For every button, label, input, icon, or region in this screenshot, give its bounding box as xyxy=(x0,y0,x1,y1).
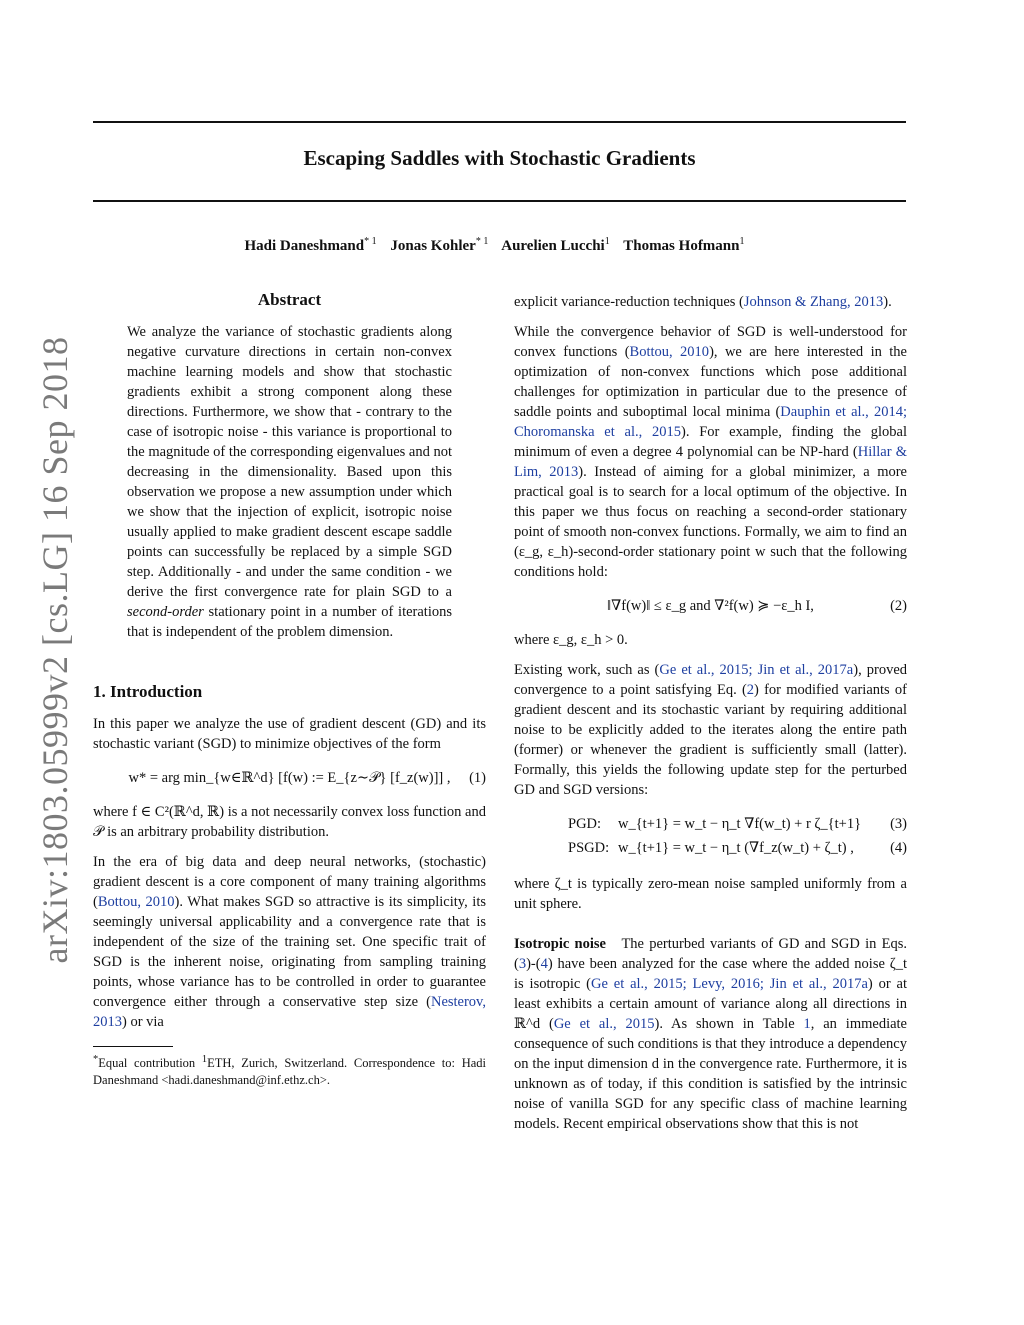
footnote xyxy=(93,1051,486,1089)
equation-reference[interactable]: 4 xyxy=(540,956,548,972)
table-reference[interactable]: 1 xyxy=(803,1016,811,1032)
body-paragraph: where ε_g, ε_h > 0. xyxy=(514,632,628,648)
author-name: Jonas Kohler xyxy=(390,238,476,254)
footnote-mark: * xyxy=(93,1054,99,1065)
paragraph-heading: Isotropic noise xyxy=(514,936,606,952)
author-name: Thomas Hofmann xyxy=(623,238,740,254)
citation-link[interactable]: Ge et al., 2015; Jin et al., 2017a xyxy=(659,662,854,678)
body-paragraph: where ζ_t is typically zero-mean noise sampled uniformly from a unit sphere. xyxy=(514,876,907,912)
author-affiliation: 1 xyxy=(604,236,610,247)
equation-number: (1) xyxy=(469,770,486,786)
citation-link[interactable]: Ge et al., 2015; Levy, 2016; Jin et al., 2017a xyxy=(590,976,868,992)
author-name: Hadi Daneshmand xyxy=(244,238,365,254)
text-part: ). For example, finding the global minimum of even a degree 4 polynomial can be NP-hard ( xyxy=(514,424,907,460)
abstract-text-part: stationary point in a number of iterations that is independent of the problem dimension. xyxy=(127,604,453,640)
text-part: Existing work, such as ( xyxy=(514,662,660,678)
title-rule-bottom xyxy=(93,200,906,202)
abstract-text xyxy=(93,322,486,642)
abstract-heading: Abstract xyxy=(257,290,322,309)
left-column xyxy=(93,290,486,1089)
text-part: ) or via xyxy=(122,1014,164,1030)
equation-reference[interactable]: 3 xyxy=(518,956,527,972)
citation-link[interactable]: Bottou, 2010 xyxy=(629,344,710,360)
equation-body: w_{t+1} = w_t − η_t ∇f(w_t) + r ζ_{t+1} xyxy=(618,816,862,832)
citation-link[interactable]: Hillar & Lim, 2013 xyxy=(514,444,907,480)
author-affiliation: * 1 xyxy=(475,236,489,247)
text-part: ) for modified variants of gradient descent and its stochastic variant by requiring additional noise to be explicitly added to the iterates along the entire path (former) or whenever the gradient is sufficiently small (latter). Formally, this yields the following update step for the perturbed GD and SGD versions: xyxy=(514,682,907,798)
text-part: ). What makes SGD so attractive is its simplicity, its seemingly universal applicability and a convergence rate that is independent of the size of the training set. One specific trait of SGD is the inherent noise, originating from sampling training points, whose variance has to be controlled in order to guarantee convergence either through a conservative step size ( xyxy=(93,894,486,1010)
paper-title: Escaping Saddles with Stochastic Gradients xyxy=(303,146,696,170)
equation-number: (4) xyxy=(890,840,907,856)
abstract-emphasis: second-order xyxy=(127,604,204,620)
right-column xyxy=(514,292,907,1134)
intro-paragraph: In this paper we analyze the use of gradient descent (GD) and its stochastic variant (SGD) to minimize objectives of the form xyxy=(93,716,486,752)
text-part: ). Instead of aiming for a global minimizer, a more practical goal is to search for a local optimum of the objective. In this paper we thus focus on reaching a second-order stationary point of smooth non-convex functions. Formally, we aim to find an (ε_g, ε_h)-second-order stationary point w such that the following conditions hold: xyxy=(514,464,907,580)
text-part: ) or at least exhibits a certain amount of variance along all directions in ℝ^d ( xyxy=(514,976,908,1032)
text-part: ). As shown in Table xyxy=(654,1016,804,1032)
body-paragraph xyxy=(514,934,907,1134)
equation-1 xyxy=(93,768,486,788)
author-name: Aurelien Lucchi xyxy=(501,238,605,254)
footnote-text: ETH, Zurich, Switzerland. Correspondence to: Hadi Daneshmand <hadi.daneshmand@inf.ethz.ch>. xyxy=(93,1056,486,1088)
equation-body: ‖∇f(w)‖ ≤ ε_g and ∇²f(w) ≽ −ε_h I, xyxy=(607,598,814,614)
citation-link[interactable]: Bottou, 2010 xyxy=(97,894,175,910)
equation-number: (2) xyxy=(890,598,907,614)
intro-paragraph xyxy=(93,852,486,1032)
body-paragraph xyxy=(514,660,907,800)
text-part: explicit variance-reduction techniques ( xyxy=(514,294,744,310)
text-part: )-( xyxy=(526,956,541,972)
author-list xyxy=(93,236,906,255)
citation-link[interactable]: Johnson & Zhang, 2013 xyxy=(743,294,884,310)
citation-link[interactable]: Dauphin et al., 2014; Choromanska et al., 2015 xyxy=(514,404,907,440)
arxiv-id: arXiv:1803.05999v2 [cs.LG] 16 Sep 2018 xyxy=(35,336,75,964)
footnote-text: Equal contribution xyxy=(98,1056,202,1071)
body-paragraph xyxy=(514,322,907,582)
author-affiliation: * 1 xyxy=(364,236,377,247)
equation-3 xyxy=(514,814,907,838)
equation-label: PSGD: xyxy=(568,840,610,856)
text-part: ), we are here interested in the optimization of non-convex functions which pose additional challenges for optimization in particular due to the presence of saddle points and suboptimal local minima ( xyxy=(514,344,907,420)
equation-2 xyxy=(514,596,907,616)
text-part: While the convergence behavior of SGD is well-understood for convex functions ( xyxy=(514,324,907,360)
section-heading-introduction: 1. Introduction xyxy=(93,682,203,701)
equation-body: w* = arg min_{w∈ℝ^d} [f(w) := E_{z∼𝒫} [f_z(w)]] , xyxy=(128,770,451,786)
text-part: , an immediate consequence of such conditions is that they introduce a dependency on the input dimension d in the convergence rate. Furthermore, it is unknown as of today, if this condition is satisfied by the intrinsic noise of vanilla SGD for any specific class of machine learning models. Recent empirical observations show that this is not xyxy=(514,1016,907,1132)
title-rule-top xyxy=(93,121,906,123)
text-part: The perturbed variants of GD and SGD in Eqs. ( xyxy=(514,936,907,972)
body-paragraph xyxy=(514,292,907,312)
text-part: ) have been analyzed for the case where the added noise ζ_t is isotropic ( xyxy=(514,956,907,992)
equation-body: w_{t+1} = w_t − η_t (∇f_z(w_t) + ζ_t) , xyxy=(618,840,854,856)
equation-reference[interactable]: 2 xyxy=(746,682,755,698)
intro-paragraph: where f ∈ C²(ℝ^d, ℝ) is a not necessarily convex loss function and 𝒫 is an arbitrary probability distribution. xyxy=(93,804,486,840)
equation-label: PGD: xyxy=(568,816,602,832)
equation-number: (3) xyxy=(890,816,907,832)
footnote-rule xyxy=(93,1046,173,1047)
citation-link[interactable]: Nesterov, 2013 xyxy=(93,994,486,1030)
text-part: In the era of big data and deep neural networks, (stochastic) gradient descent is a core component of many training algorithms ( xyxy=(93,854,486,910)
abstract-text-part: We analyze the variance of stochastic gradients along negative curvature directions in certain non-convex machine learning models and show that stochastic gradients exhibit a strong component along these directions. Furthermore, we show that - contrary to the case of isotropic noise - this variance is proportional to the magnitude of the corresponding eigenvalues and not decreasing in the dimensionality. Based upon this observation we propose a new assumption under which we show that the injection of explicit, isotropic noise usually applied to make gradient descent escape saddle points can successfully be replaced by a simple SGD step. Additionally - and under the same condition - we derive the first convergence rate for plain SGD to a xyxy=(127,324,452,600)
text-part: ). xyxy=(883,294,892,310)
citation-link[interactable]: Ge et al., 2015 xyxy=(553,1016,655,1032)
equation-4 xyxy=(514,838,907,862)
footnote-mark: 1 xyxy=(201,1054,208,1065)
text-part: ), proved convergence to a point satisfying Eq. ( xyxy=(514,662,907,698)
author-affiliation: 1 xyxy=(739,236,745,247)
